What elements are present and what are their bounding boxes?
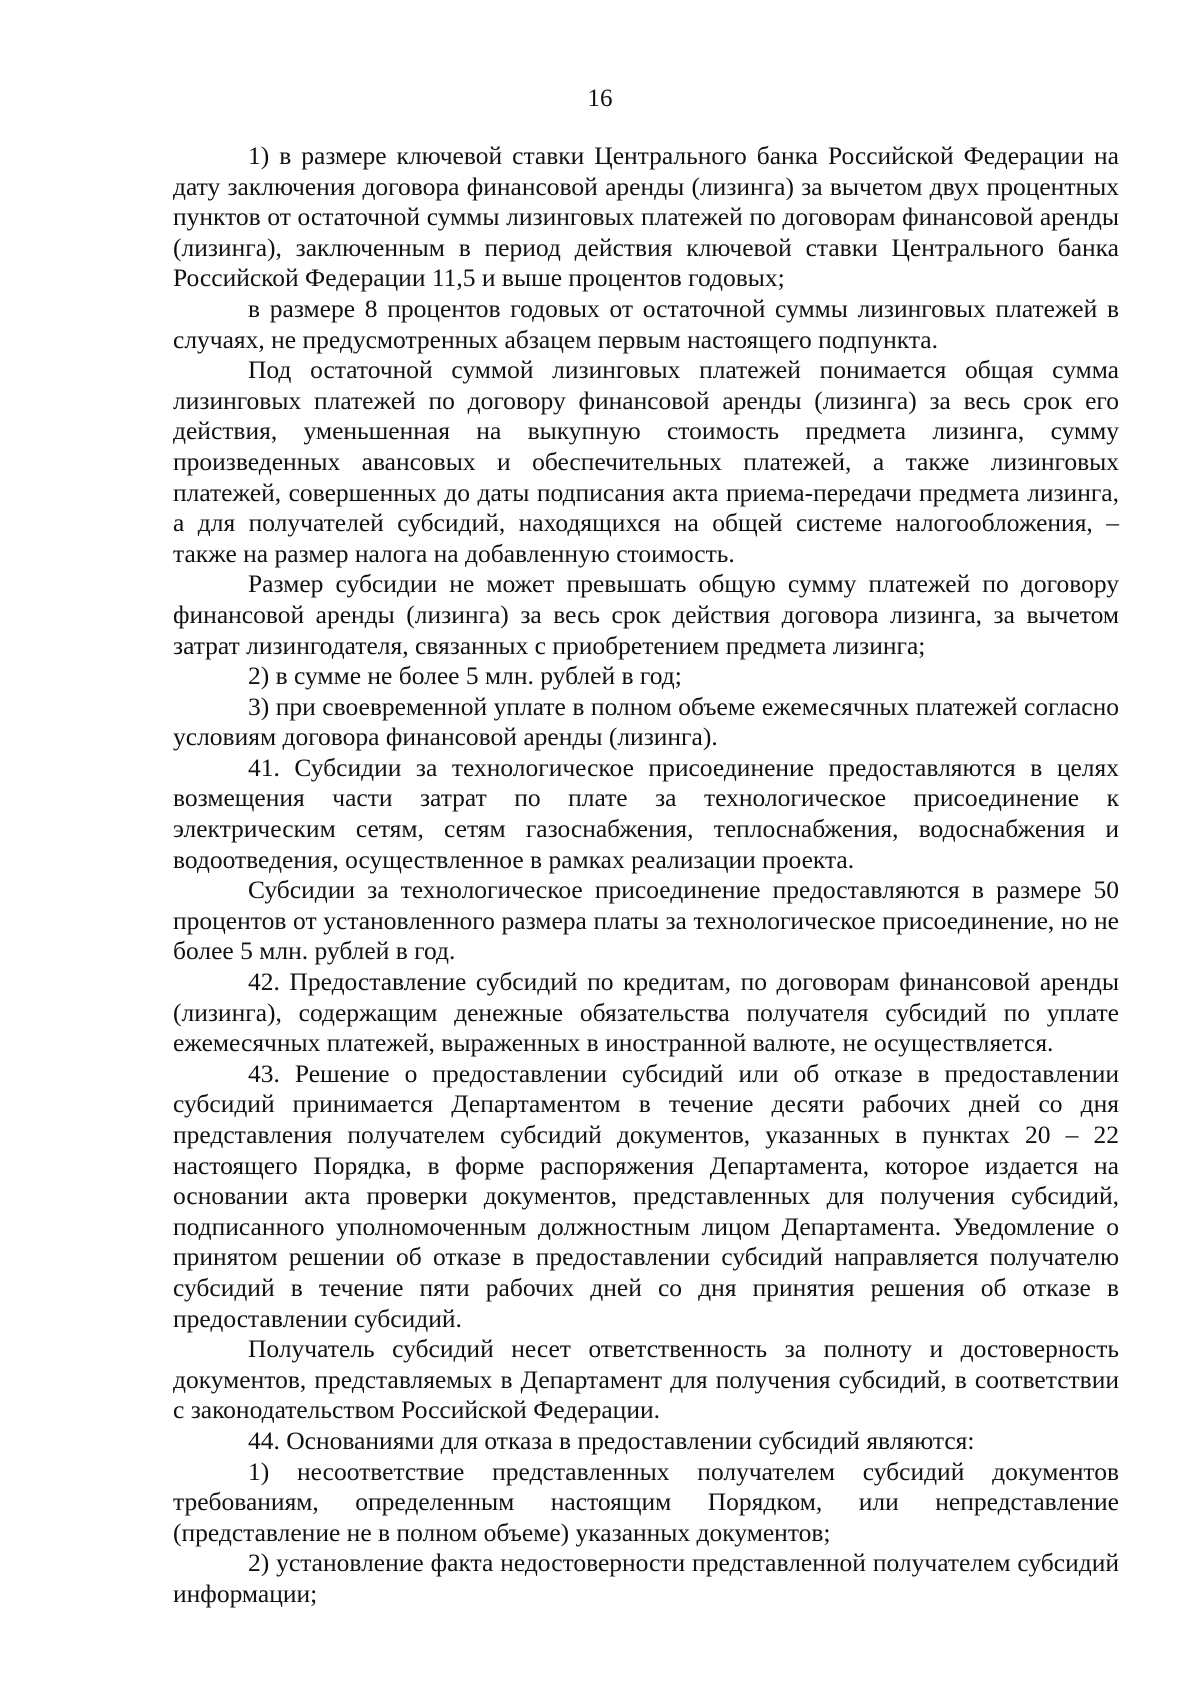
paragraph-residual-sum-definition: Под остаточной суммой лизинговых платежей понимается общая сумма лизинговых платежей по договору финансовой аренды (лизинга) за весь срок его действия, уменьшенная на выкупную стоимость предмета лизинга, сумму произведенных авансовых и обеспечительных платежей, а также лизинговых платежей, совершенных до даты подписания акта приема-передачи предмета лизинга, а для получателей субсидий, находящихся на общей системе налогообложения, – также на размер налога на добавленную стоимость.: [173, 355, 1119, 568]
document-body: [173, 141, 1119, 1610]
paragraph-refusal-ground-2: 2) установление факта недостоверности представленной получателем субсидий информации;: [173, 1548, 1119, 1608]
paragraph-refusal-ground-1: 1) несоответствие представленных получателем субсидий документов требованиям, определенным настоящим Порядком, или непредставление (представление не в полном объеме) указанных документов;: [173, 1456, 1119, 1547]
paragraph-recipient-responsibility: Получатель субсидий несет ответственность за полноту и достоверность документов, представляемых в Департамент для получения субсидий, в соответствии с законодательством Российской Федерации.: [173, 1334, 1119, 1425]
paragraph-subitem-2-amount: 2) в сумме не более 5 млн. рублей в год;: [248, 661, 682, 691]
paragraph-44-refusal-grounds: 44. Основаниями для отказа в предоставлении субсидий являются:: [248, 1425, 975, 1455]
paragraph-42-foreign-currency: 42. Предоставление субсидий по кредитам, по договорам финансовой аренды (лизинга), содержащим денежные обязательства получателя субсидий по уплате ежемесячных платежей, выраженных в иностранной валюте, не осуществляется.: [173, 967, 1119, 1058]
paragraph-subsidy-limit: Размер субсидии не может превышать общую сумму платежей по договору финансовой аренды (лизинга) за весь срок действия договора лизинга, за вычетом затрат лизингодателя, связанных с приобретением предмета лизинга;: [173, 569, 1119, 660]
paragraph-43-decision: 43. Решение о предоставлении субсидий или об отказе в предоставлении субсидий принимается Департаментом в течение десяти рабочих дней со дня представления получателем субсидий документов, указанных в пунктах 20 – 22 настоящего Порядка, в форме распоряжения Департамента, которое издается на основании акта проверки документов, представленных для получения субсидий, подписанного уполномоченным должностным лицом Департамента. Уведомление о принятом решении об отказе в предоставлении субсидий направляется получателю субсидий в течение пяти рабочих дней со дня принятия решения об отказе в предоставлении субсидий.: [173, 1058, 1119, 1333]
paragraph-subitem-3-timely-payment: 3) при своевременной уплате в полном объеме ежемесячных платежей согласно условиям договора финансовой аренды (лизинга).: [173, 691, 1119, 752]
paragraph-41-connection-subsidies: 41. Субсидии за технологическое присоединение предоставляются в целях возмещения части затрат по плате за технологическое присоединение к электрическим сетям, сетям газоснабжения, теплоснабжения, водоснабжения и водоотведения, осуществленное в рамках реализации проекта.: [173, 752, 1119, 874]
paragraph-subitem-1-key-rate: 1) в размере ключевой ставки Центрального банка Российской Федерации на дату заключения договора финансовой аренды (лизинга) за вычетом двух процентных пунктов от остаточной суммы лизинговых платежей по договорам финансовой аренды (лизинга), заключенным в период действия ключевой ставки Центрального банка Российской Федерации 11,5 и выше процентов годовых;: [173, 141, 1119, 293]
paragraph-connection-subsidy-size: Субсидии за технологическое присоединение предоставляются в размере 50 процентов от установленного размера платы за технологическое присоединение, но не более 5 млн. рублей в год.: [173, 875, 1119, 966]
paragraph-8-percent-rate: в размере 8 процентов годовых от остаточной суммы лизинговых платежей в случаях, не предусмотренных абзацем первым настоящего подпункта.: [173, 293, 1119, 354]
page-number: 16: [587, 85, 613, 112]
